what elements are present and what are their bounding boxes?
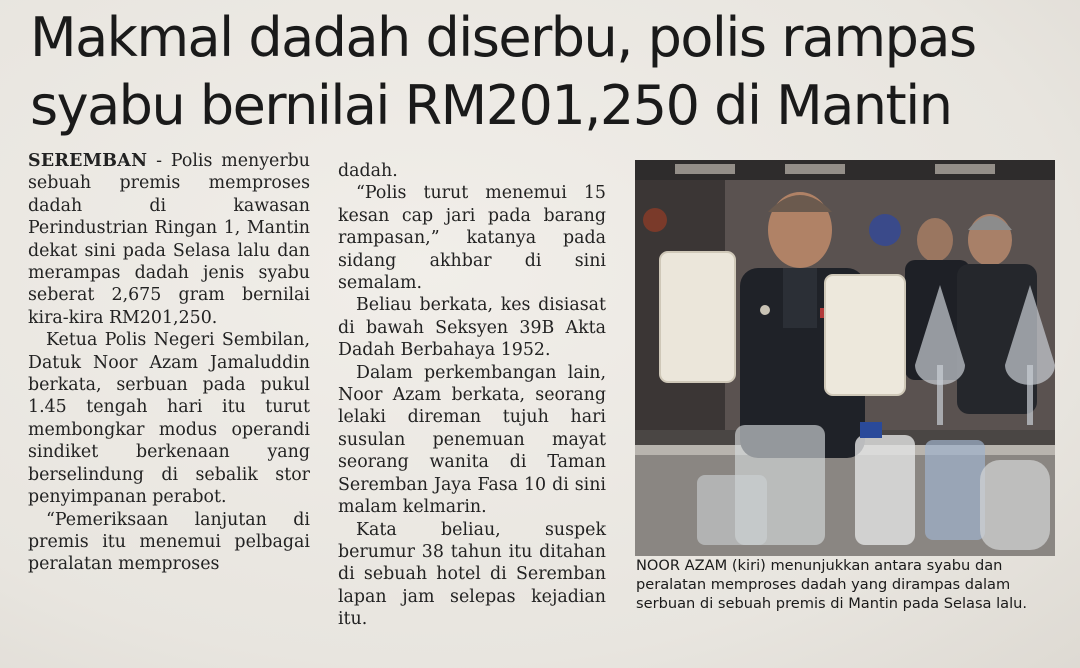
paragraph: Dalam perkembangan lain, Noor Azam berkata, seorang lelaki direman tujuh hari susulan penemuan mayat seorang wanita di Taman Seremban Jaya Fasa 10 di sini malam kelmarin. — [338, 362, 606, 518]
article-column-2 — [338, 160, 606, 631]
headline-line-2: syabu bernilai RM201,250 di Mantin — [30, 74, 952, 137]
article-column-1 — [28, 150, 310, 576]
paragraph: Ketua Polis Negeri Sembilan, Datuk Noor Azam Jamaluddin berkata, serbuan pada pukul 1.45 tengah hari itu turut membongkar modus operandi sindiket berkenaan yang berselindung di sebalik stor penyimpanan perabot. — [28, 330, 310, 508]
paragraph: “Polis turut menemui 15 kesan cap jari pada barang rampasan,” katanya pada sidang akhbar di sini semalam. — [338, 183, 606, 294]
paragraph: dadah. — [338, 161, 398, 181]
paragraph: Beliau berkata, kes disiasat di bawah Seksyen 39B Akta Dadah Berbahaya 1952. — [338, 295, 606, 361]
news-photo — [635, 160, 1055, 556]
lead-paragraph — [28, 150, 310, 329]
article-headline — [30, 4, 1050, 140]
headline-line-1: Makmal dadah diserbu, polis rampas — [30, 6, 976, 69]
lead-text: - Polis menyerbu sebuah premis memproses dadah di kawasan Perindustrian Ringan 1, Mantin dekat sini pada Selasa lalu dan merampas dadah jenis syabu seberat 2,675 gram bernilai kira-kira RM201,250. — [28, 151, 310, 328]
paragraph: Kata beliau, suspek berumur 38 tahun itu ditahan di sebuah hotel di Seremban lapan jam selepas kejadian itu. — [338, 519, 606, 630]
photo-caption: NOOR AZAM (kiri) menunjukkan antara syabu dan peralatan memproses dadah yang dirampas dalam serbuan di sebuah premis di Mantin pada Selasa lalu. — [636, 557, 1028, 612]
press-conference-illustration — [635, 160, 1055, 556]
paragraph: “Pemeriksaan lanjutan di premis itu menemui pelbagai peralatan memproses — [28, 509, 310, 575]
dateline: SEREMBAN — [28, 151, 148, 171]
